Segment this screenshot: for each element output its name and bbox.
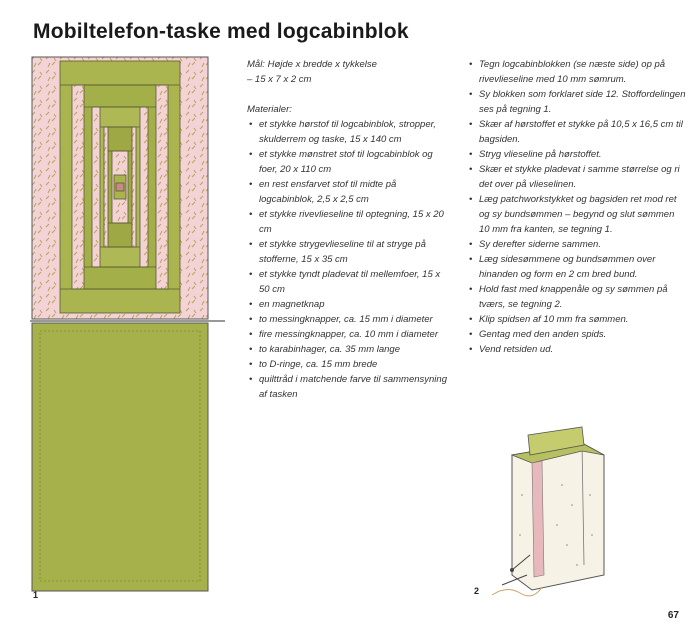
list-item: • en rest ensfarvet stof til midte på logcabinblok, 2,5 x 2,5 cm <box>247 177 447 207</box>
list-item: • to D-ringe, ca. 15 mm brede <box>247 357 447 372</box>
list-item: • et stykke rivevlieseline til optegning, 15 x 20 cm <box>247 207 447 237</box>
list-item: • Læg sidesømmene og bundsømmen over hinanden og form en 2 cm bred bund. <box>467 252 687 282</box>
steps-column <box>467 57 687 357</box>
materials-heading: Materialer: <box>247 104 292 115</box>
list-item: • fire messingknapper, ca. 10 mm i diameter <box>247 327 447 342</box>
list-item: • to karabinhager, ca. 35 mm lange <box>247 342 447 357</box>
list-item: • Stryg vlieseline på hørstoffet. <box>467 147 687 162</box>
logcabin-bag-illustration <box>30 55 225 600</box>
figure-2-label: 2 <box>474 586 480 596</box>
list-item: • Tegn logcabinblokken (se næste side) op på rivevlieseline med 10 mm sømrum. <box>467 57 687 87</box>
measure-line: Mål: Højde x bredde x tykkelse <box>247 59 377 70</box>
page-title: Mobiltelefon-taske med logcabinblok <box>33 20 409 43</box>
list-item: • Klip spidsen af 10 mm fra sømmen. <box>467 312 687 327</box>
list-item: • Skær af hørstoffet et stykke på 10,5 x 16,5 cm til bagsiden. <box>467 117 687 147</box>
list-item: • Læg patchworkstykket og bagsiden ret mod ret og sy bundsømmen – begynd og slut sømmen 10 mm fra kanten, se tegning 1. <box>467 192 687 237</box>
list-item: • et stykke hørstof til logcabinblok, stropper, skulderrem og taske, 15 x 140 cm <box>247 117 447 147</box>
list-item: • et stykke mønstret stof til logcabinblok og foer, 20 x 110 cm <box>247 147 447 177</box>
materials-list <box>247 117 447 402</box>
list-item: • Skær et stykke pladevat i samme størrelse og ri det over på vlieselinen. <box>467 162 687 192</box>
list-item: • Sy derefter siderne sammen. <box>467 237 687 252</box>
measure-value: – 15 x 7 x 2 cm <box>247 74 312 85</box>
list-item: • Sy blokken som forklaret side 12. Stoffordelingen ses på tegning 1. <box>467 87 687 117</box>
figure-1-label: 1 <box>33 590 39 600</box>
list-item: • Gentag med den anden spids. <box>467 327 687 342</box>
steps-list <box>467 57 687 357</box>
corner-seam-illustration <box>472 425 612 600</box>
list-item: • quilttråd i matchende farve til sammensyning af tasken <box>247 372 447 402</box>
materials-column <box>247 57 447 402</box>
list-item: • to messingknapper, ca. 15 mm i diameter <box>247 312 447 327</box>
list-item: • Hold fast med knappenåle og sy sømmen på tværs, se tegning 2. <box>467 282 687 312</box>
list-item: • et stykke strygevlieseline til at stryge på stofferne, 15 x 35 cm <box>247 237 447 267</box>
list-item: • et stykke tyndt pladevat til mellemfoer, 15 x 50 cm <box>247 267 447 297</box>
list-item: • Vend retsiden ud. <box>467 342 687 357</box>
page-number: 67 <box>667 610 679 621</box>
list-item: • en magnetknap <box>247 297 447 312</box>
